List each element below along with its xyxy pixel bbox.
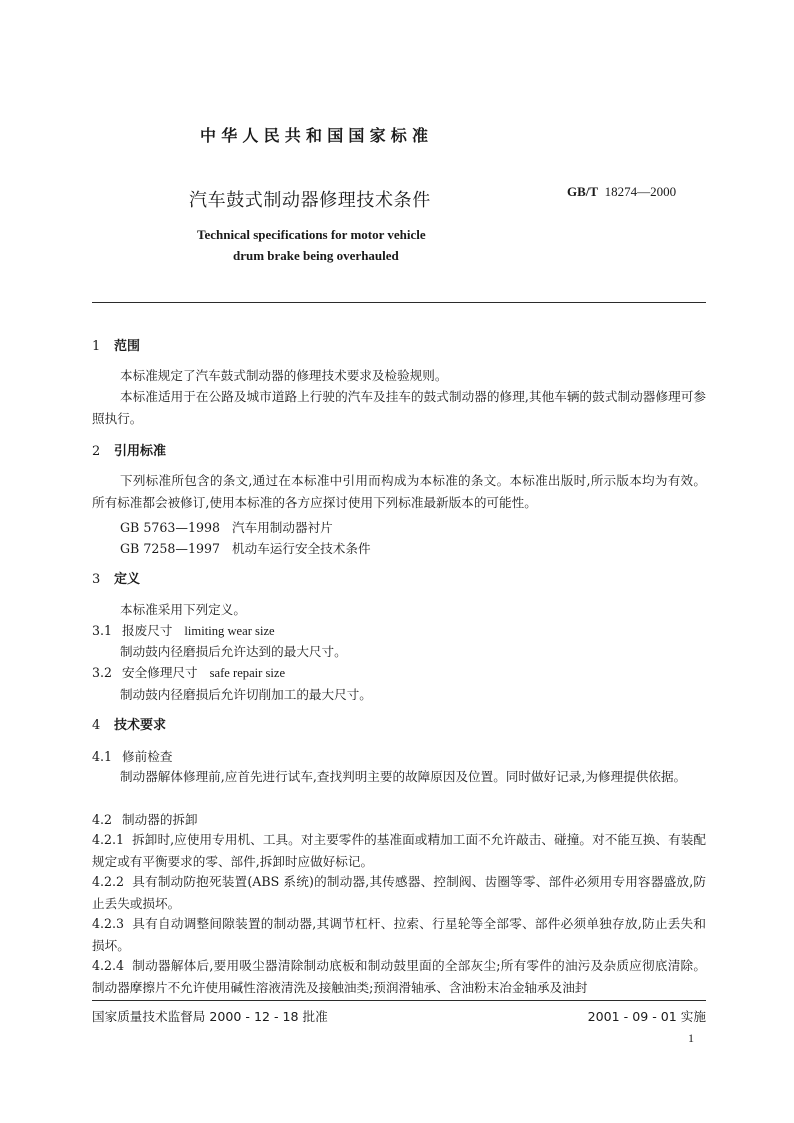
reference-gb5763: GB 5763—1998 汽车用制动器衬片 xyxy=(120,520,333,535)
section-1-paragraph-2: 本标准适用于在公路及城市道路上行驶的汽车及挂车的鼓式制动器的修理,其他车辆的鼓式制动器修理可参照执行。 xyxy=(92,389,706,426)
clause-text: 拆卸时,应使用专用机、工具。对主要零件的基准面或精加工面不允许敲击、碰撞。对不能互换、有装配规定或有平衡要求的零、部件,拆卸时应做好标记。 xyxy=(92,832,706,869)
clause-text: 制动器解体后,要用吸尘器清除制动底板和制动鼓里面的全部灰尘;所有零件的油污及杂质应彻底清除。制动器摩擦片不允许使用碱性溶液清洗及接触油类;预润滑轴承、含油粉末冶金轴承及油封 xyxy=(92,958,706,995)
definition-3-1 xyxy=(92,620,275,639)
definition-3-2 xyxy=(92,662,285,681)
standard-number-prefix: GB/T xyxy=(567,184,599,199)
definition-3-2-text: 制动鼓内径磨损后允许切削加工的最大尺寸。 xyxy=(120,687,372,702)
clause-number: 4.1 xyxy=(92,749,113,764)
english-title-line1: Technical specifications for motor vehicle xyxy=(197,227,426,242)
clause-4-2 xyxy=(92,809,198,828)
section-title: 定义 xyxy=(114,572,141,587)
section-title: 引用标准 xyxy=(114,444,167,459)
standard-number-value: 18274—2000 xyxy=(604,184,677,199)
clause-4-1 xyxy=(92,746,172,765)
implementation-date: 2001 - 09 - 01 实施 xyxy=(587,1009,706,1024)
clause-number: 4.2.1 xyxy=(92,832,125,847)
clause-4-2-2 xyxy=(92,871,706,915)
clause-4-2-4 xyxy=(92,955,706,999)
header-rule xyxy=(92,302,706,303)
clause-number: 3.2 xyxy=(92,665,113,680)
section-2-paragraph-1: 下列标准所包含的条文,通过在本标准中引用而构成为本标准的条文。本标准出版时,所示版本均为有效。所有标准都会被修订,使用本标准的各方应探讨使用下列标准最新版本的可能性。 xyxy=(92,473,706,510)
definition-term: 报废尺寸 xyxy=(122,623,173,638)
section-4-heading xyxy=(92,714,166,733)
clause-4-2-3 xyxy=(92,913,706,957)
page-number: 1 xyxy=(688,1031,694,1045)
clause-text: 具有自动调整间隙装置的制动器,其调节杠杆、拉索、行星轮等全部零、部件必须单独存放,防止丢失和损坏。 xyxy=(92,916,706,953)
section-number: 1 xyxy=(92,339,101,354)
definition-term: 安全修理尺寸 xyxy=(122,665,198,680)
section-1-heading xyxy=(92,335,140,354)
english-title-line2: drum brake being overhauled xyxy=(233,248,399,263)
clause-title: 制动器的拆卸 xyxy=(122,812,198,827)
definition-3-1-text: 制动鼓内径磨损后允许达到的最大尺寸。 xyxy=(120,644,347,659)
standard-number xyxy=(567,184,676,200)
document-title: 汽车鼓式制动器修理技术条件 xyxy=(189,190,431,211)
reference-gb7258: GB 7258—1997 机动车运行安全技术条件 xyxy=(120,541,371,556)
footer-rule xyxy=(92,1000,706,1001)
section-number: 4 xyxy=(92,718,101,733)
clause-title: 修前检查 xyxy=(122,749,173,764)
standard-title: 中华人民共和国国家标准 xyxy=(200,126,434,145)
section-number: 3 xyxy=(92,572,101,587)
section-title: 范围 xyxy=(114,339,141,354)
definition-term-en: limiting wear size xyxy=(184,624,275,638)
clause-number: 4.2 xyxy=(92,812,113,827)
clause-text: 具有制动防抱死装置(ABS 系统)的制动器,其传感器、控制阀、齿圈等零、部件必须用专用容器盛放,防止丢失或损坏。 xyxy=(92,874,706,911)
section-number: 2 xyxy=(92,444,101,459)
section-3-heading xyxy=(92,568,140,587)
section-3-intro: 本标准采用下列定义。 xyxy=(120,602,246,617)
definition-term-en: safe repair size xyxy=(209,666,286,680)
clause-number: 4.2.4 xyxy=(92,958,125,973)
clause-number: 4.2.3 xyxy=(92,916,125,931)
section-title: 技术要求 xyxy=(114,718,167,733)
section-1-paragraph-1: 本标准规定了汽车鼓式制动器的修理技术要求及检验规则。 xyxy=(120,368,448,383)
clause-number: 3.1 xyxy=(92,623,113,638)
clause-4-2-1 xyxy=(92,829,706,873)
approval-line: 国家质量技术监督局 2000 - 12 - 18 批准 xyxy=(92,1009,328,1024)
section-2-heading xyxy=(92,440,166,459)
clause-number: 4.2.2 xyxy=(92,874,125,889)
clause-4-1-text: 制动器解体修理前,应首先进行试车,查找判明主要的故障原因及位置。同时做好记录,为修理提供依据。 xyxy=(120,769,687,784)
